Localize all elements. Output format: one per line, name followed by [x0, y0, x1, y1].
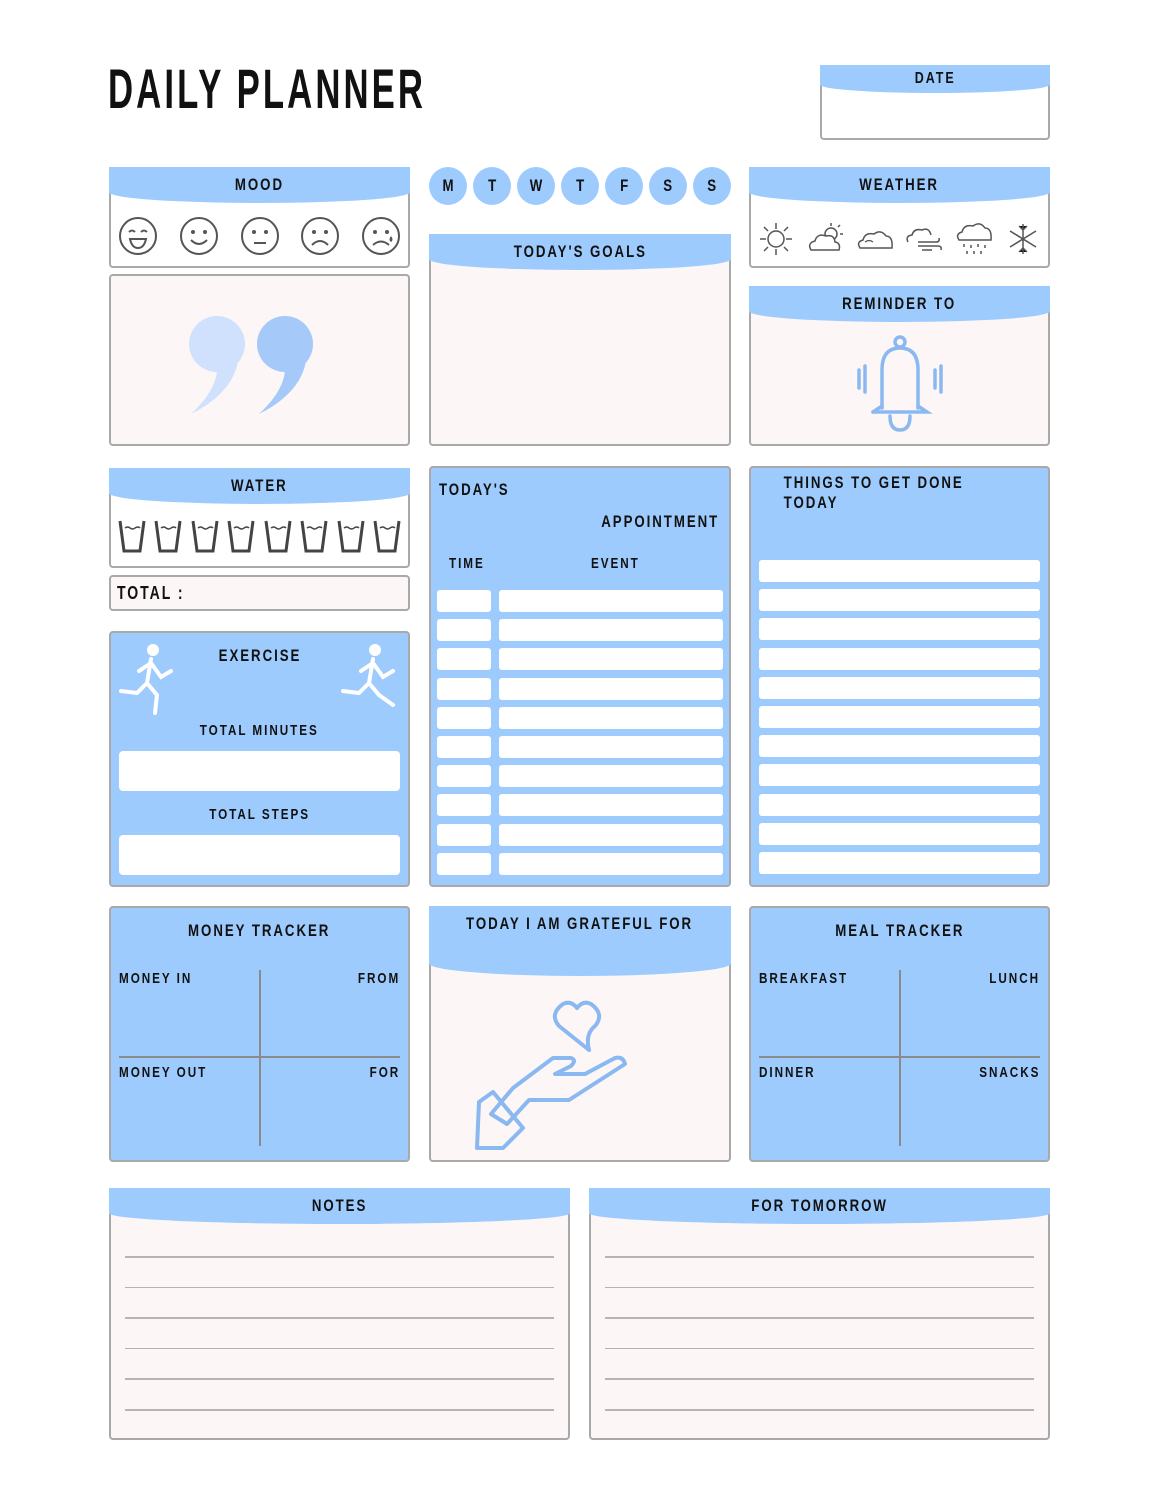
appointment-time-field[interactable] — [437, 853, 491, 875]
grateful-header — [429, 906, 731, 976]
appointment-time-field[interactable] — [437, 678, 491, 700]
grateful-label: TODAY I AM GRATEFUL FOR — [466, 914, 694, 933]
weekday-selector — [429, 167, 731, 207]
event-column-header: EVENT — [591, 555, 640, 572]
day-sunday[interactable]: S — [693, 167, 731, 205]
rain-icon[interactable] — [954, 220, 994, 258]
todo-item-field[interactable] — [759, 648, 1040, 670]
reminder-header — [749, 286, 1050, 322]
appointment-time-field[interactable] — [437, 824, 491, 846]
water-glass-icon[interactable] — [372, 518, 402, 558]
lunch-label[interactable]: LUNCH — [989, 970, 1040, 987]
todo-panel — [749, 466, 1050, 887]
appointment-time-field[interactable] — [437, 707, 491, 729]
appointment-title-1: TODAY'S — [439, 480, 510, 499]
notes-header — [109, 1188, 570, 1224]
weather-icons — [757, 219, 1042, 259]
reminder-label: REMINDER TO — [842, 294, 957, 313]
day-monday[interactable]: M — [429, 167, 467, 205]
todo-item-field[interactable] — [759, 677, 1040, 699]
mood-label: MOOD — [234, 175, 285, 194]
tomorrow-label: FOR TOMORROW — [751, 1196, 888, 1215]
day-friday[interactable]: F — [605, 167, 643, 205]
notes-lines — [125, 1256, 554, 1416]
appointment-event-field[interactable] — [499, 590, 723, 612]
goals-header — [429, 234, 731, 270]
todo-item-field[interactable] — [759, 823, 1040, 845]
water-panel — [109, 468, 410, 568]
tomorrow-lines — [605, 1256, 1034, 1416]
heart-in-hand-icon — [475, 994, 635, 1154]
todo-item-field[interactable] — [759, 735, 1040, 757]
notes-panel[interactable] — [109, 1188, 570, 1440]
water-glass-icon[interactable] — [190, 518, 220, 558]
partly-cloudy-icon[interactable] — [805, 220, 845, 258]
weather-panel — [749, 167, 1050, 268]
ruled-line — [605, 1348, 1034, 1350]
sad-face-icon[interactable] — [299, 215, 341, 259]
appointment-event-field[interactable] — [499, 736, 723, 758]
crying-face-icon[interactable] — [360, 215, 402, 259]
water-glass-icon[interactable] — [226, 518, 256, 558]
quote-box[interactable] — [109, 274, 410, 446]
total-label: TOTAL : — [117, 582, 185, 603]
money-out-label[interactable]: MONEY OUT — [119, 1064, 208, 1081]
todo-item-field[interactable] — [759, 852, 1040, 874]
exercise-panel — [109, 631, 410, 887]
notes-label: NOTES — [311, 1196, 368, 1215]
goals-label: TODAY'S GOALS — [513, 242, 647, 261]
laughing-face-icon[interactable] — [117, 215, 159, 259]
money-for-label[interactable]: FOR — [369, 1064, 400, 1081]
water-glass-icon[interactable] — [336, 518, 366, 558]
water-glasses — [117, 518, 402, 558]
appointment-title-2: APPOINTMENT — [601, 512, 719, 531]
day-thursday[interactable]: T — [561, 167, 599, 205]
meal-tracker-title: MEAL TRACKER — [834, 921, 965, 940]
todo-item-field[interactable] — [759, 618, 1040, 640]
total-steps-field[interactable] — [119, 835, 400, 875]
ruled-line — [605, 1317, 1034, 1319]
appointment-event-field[interactable] — [499, 824, 723, 846]
neutral-face-icon[interactable] — [239, 215, 281, 259]
ruled-line — [125, 1287, 554, 1289]
todo-rows — [759, 560, 1040, 882]
water-total-field[interactable] — [109, 575, 410, 611]
todo-item-field[interactable] — [759, 764, 1040, 786]
appointment-time-field[interactable] — [437, 736, 491, 758]
mood-faces — [117, 215, 402, 259]
appointment-time-field[interactable] — [437, 794, 491, 816]
breakfast-label[interactable]: BREAKFAST — [759, 970, 849, 987]
mood-panel — [109, 167, 410, 268]
appointment-event-field[interactable] — [499, 619, 723, 641]
appointment-event-field[interactable] — [499, 853, 723, 875]
smiling-face-icon[interactable] — [178, 215, 220, 259]
ruled-line — [605, 1409, 1034, 1411]
date-box[interactable] — [820, 65, 1050, 140]
divider — [259, 970, 261, 1146]
water-header — [109, 468, 410, 504]
cloudy-icon[interactable] — [855, 220, 895, 258]
day-tuesday[interactable]: T — [473, 167, 511, 205]
windy-cloud-icon[interactable] — [904, 220, 944, 258]
weather-header — [749, 167, 1050, 203]
dinner-label[interactable]: DINNER — [759, 1064, 816, 1081]
ruled-line — [605, 1378, 1034, 1380]
todo-item-field[interactable] — [759, 589, 1040, 611]
appointment-time-field[interactable] — [437, 648, 491, 670]
page-title: DAILY PLANNER — [108, 57, 427, 120]
ruled-line — [125, 1409, 554, 1411]
snacks-label[interactable]: SNACKS — [978, 1064, 1040, 1081]
money-in-label[interactable]: MONEY IN — [119, 970, 193, 987]
total-minutes-field[interactable] — [119, 751, 400, 791]
weather-label: WEATHER — [859, 175, 940, 194]
grateful-panel[interactable] — [429, 906, 731, 1162]
appointment-event-field[interactable] — [499, 794, 723, 816]
water-glass-icon[interactable] — [263, 518, 293, 558]
water-glass-icon[interactable] — [299, 518, 329, 558]
appointment-time-field[interactable] — [437, 619, 491, 641]
day-saturday[interactable]: S — [649, 167, 687, 205]
ruled-line — [125, 1317, 554, 1319]
appointment-event-field[interactable] — [499, 765, 723, 787]
appointment-panel — [429, 466, 731, 887]
date-label: DATE — [914, 70, 956, 87]
quote-marks-icon — [181, 314, 321, 414]
money-from-label[interactable]: FROM — [357, 970, 400, 987]
todo-item-field[interactable] — [759, 560, 1040, 582]
reminder-panel[interactable] — [749, 286, 1050, 446]
appointment-event-field[interactable] — [499, 707, 723, 729]
ruled-line — [125, 1256, 554, 1258]
water-label: WATER — [231, 476, 288, 495]
todo-item-field[interactable] — [759, 706, 1040, 728]
date-header — [820, 65, 1050, 93]
todo-title: THINGS TO GET DONE TODAY — [783, 473, 964, 512]
ruled-line — [605, 1256, 1034, 1258]
water-glass-icon[interactable] — [117, 518, 147, 558]
sun-icon[interactable] — [757, 220, 795, 258]
exercise-title: EXERCISE — [218, 646, 301, 665]
ruled-line — [125, 1378, 554, 1380]
ruled-line — [125, 1348, 554, 1350]
appointment-event-field[interactable] — [499, 678, 723, 700]
money-tracker-panel — [109, 906, 410, 1162]
tomorrow-header — [589, 1188, 1050, 1224]
todo-item-field[interactable] — [759, 794, 1040, 816]
appointment-rows — [437, 590, 723, 880]
water-glass-icon[interactable] — [153, 518, 183, 558]
bell-icon — [855, 332, 945, 436]
snowflake-icon[interactable] — [1004, 220, 1042, 258]
total-minutes-title: TOTAL MINUTES — [200, 721, 319, 739]
appointment-time-field[interactable] — [437, 765, 491, 787]
mood-header — [109, 167, 410, 203]
time-column-header: TIME — [449, 555, 485, 572]
appointment-event-field[interactable] — [499, 648, 723, 670]
appointment-time-field[interactable] — [437, 590, 491, 612]
total-steps-title: TOTAL STEPS — [209, 805, 310, 823]
divider — [899, 970, 901, 1146]
ruled-line — [605, 1287, 1034, 1289]
tomorrow-panel[interactable] — [589, 1188, 1050, 1440]
money-tracker-title: MONEY TRACKER — [188, 921, 331, 940]
goals-panel[interactable] — [429, 234, 731, 446]
day-wednesday[interactable]: W — [517, 167, 555, 205]
meal-tracker-panel — [749, 906, 1050, 1162]
